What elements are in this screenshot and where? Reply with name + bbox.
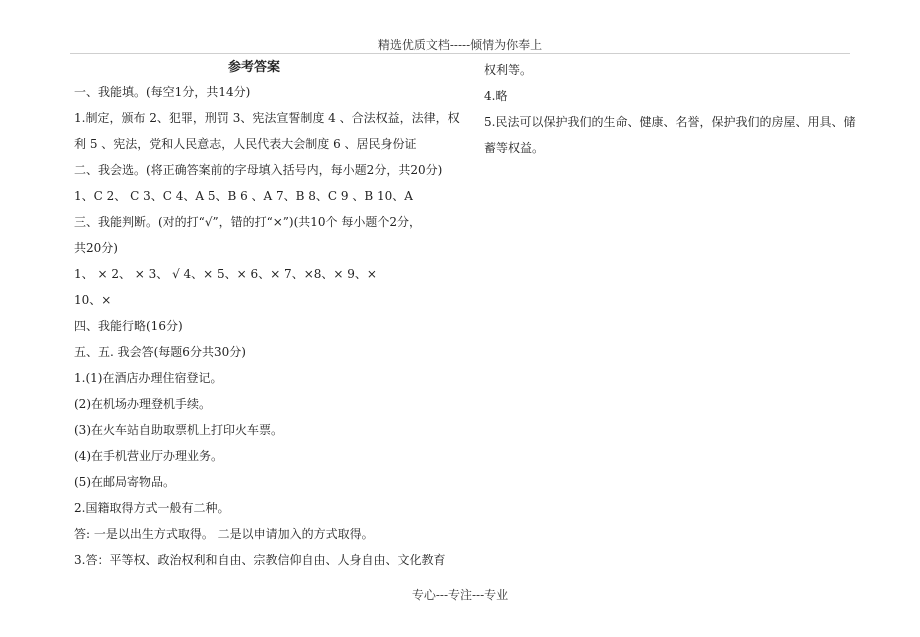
- answer-1-item-3: (3)在火车站自助取票机上打印火车票。: [74, 423, 283, 437]
- answer-1-item-5: (5)在邮局寄物品。: [74, 475, 175, 489]
- answer-1-item-1: 1.(1)在酒店办理住宿登记。: [74, 371, 223, 385]
- section-1-answer-line-2: 利 5 、宪法，党和人民意志，人民代表大会制度 6 、居民身份证: [74, 137, 417, 151]
- section-3-heading: 三、我能判断。(对的打“√”，错的打“×”)(共10个 每小题个2分，: [74, 215, 422, 229]
- section-3-answers-cont: 10、×: [74, 293, 112, 307]
- answer-5-line-2: 蓄等权益。: [484, 141, 545, 155]
- answer-2-response: 答: 一是以出生方式取得。 二是以申请加入的方式取得。: [74, 527, 374, 541]
- right-column: [484, 57, 864, 161]
- section-1-heading: 一、我能填。(每空1分，共14分): [74, 85, 251, 99]
- section-2-answers: 1、C 2、 C 3、C 4、A 5、B 6 、A 7、B 8、C 9 、B 10、A: [74, 189, 413, 203]
- page-header: 精选优质文档-----倾情为你奉上: [377, 38, 543, 52]
- left-column: [74, 57, 474, 573]
- answer-title: 参考答案: [227, 60, 280, 75]
- section-1-answer-line-1: 1.制定，颁布 2、犯罪，刑罚 3、宪法宣誓制度 4 、合法权益，法律，权: [74, 111, 460, 125]
- answer-4: 4.略: [484, 89, 508, 103]
- answer-1-item-4: (4)在手机营业厅办理业务。: [74, 449, 223, 463]
- answer-5-line-1: 5.民法可以保护我们的生命、健康、名誉，保护我们的房屋、用具、储: [484, 115, 856, 129]
- section-4-heading: 四、我能行略(16分): [74, 319, 183, 333]
- answer-3-response-cont: 权利等。: [484, 63, 533, 77]
- section-2-heading: 二、我会选。(将正确答案前的字母填入括号内，每小题2分，共20分): [74, 163, 443, 177]
- answer-2-question: 2.国籍取得方式一般有二种。: [74, 501, 230, 515]
- section-3-answers: 1、 × 2、 × 3、 √ 4、× 5、× 6、× 7、×8、× 9、×: [74, 267, 377, 281]
- answer-3-response: 3.答：平等权、政治权利和自由、宗教信仰自由、人身自由、文化教育: [74, 553, 446, 567]
- section-3-heading-cont: 共20分): [74, 241, 118, 255]
- page-footer: 专心---专注---专业: [411, 588, 509, 602]
- section-5-heading: 五、五. 我会答(每题6分共30分): [74, 345, 246, 359]
- answer-1-item-2: (2)在机场办理登机手续。: [74, 397, 211, 411]
- header-divider: [70, 53, 850, 54]
